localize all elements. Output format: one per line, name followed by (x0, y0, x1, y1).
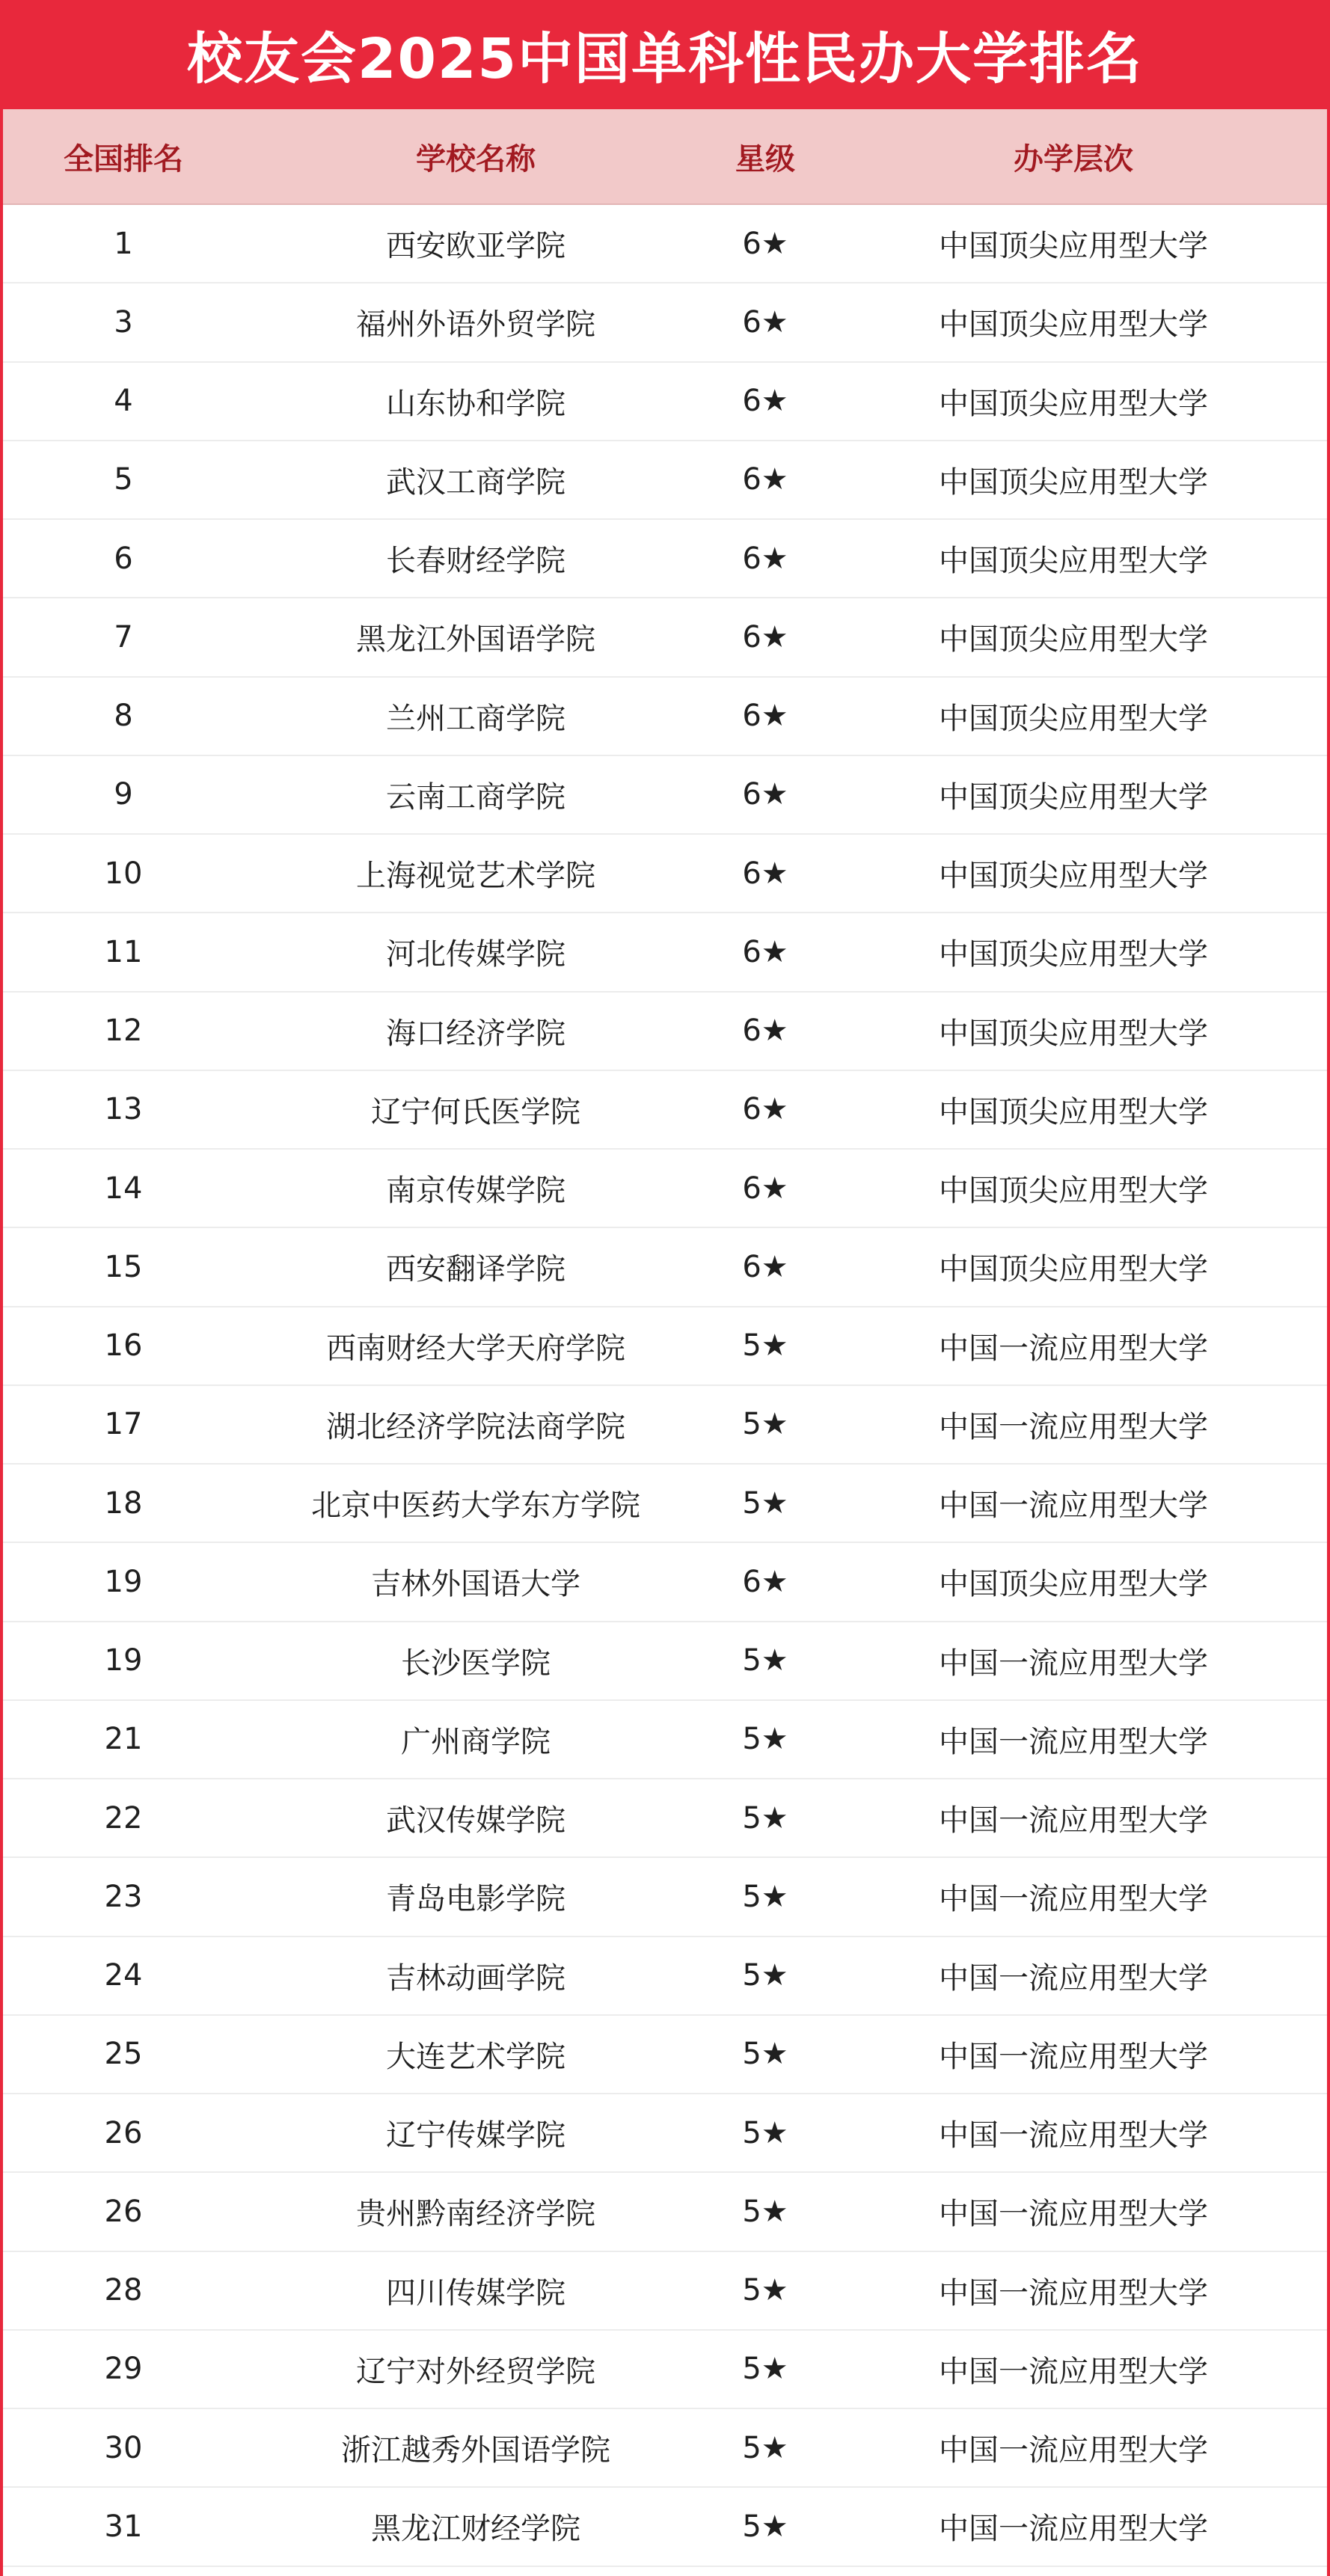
star-level-cell: 6★ (742, 1013, 788, 1049)
page-title: 校友会2025中国单科性民办大学排名 (187, 27, 1143, 91)
school-level-cell: 中国顶尖应用型大学 (939, 1252, 1208, 1287)
rank-cell: 10 (104, 856, 143, 891)
star-level-cell: 5★ (742, 1800, 788, 1836)
table-row (3, 1543, 1327, 1622)
school-name-cell: 北京中医药大学东方学院 (311, 1488, 640, 1524)
school-level-cell: 中国顶尖应用型大学 (939, 1016, 1208, 1051)
table-row (3, 205, 1327, 283)
school-level-cell: 中国一流应用型大学 (939, 1409, 1208, 1444)
table-row (3, 913, 1327, 992)
star-level-cell: 6★ (742, 699, 788, 734)
school-name-cell: 山东协和学院 (386, 386, 566, 421)
star-level-cell: 6★ (742, 619, 788, 654)
school-level-cell: 中国顶尖应用型大学 (939, 1094, 1208, 1129)
table-row (3, 1386, 1327, 1465)
star-level-cell: 5★ (742, 2115, 788, 2150)
table-row (3, 363, 1327, 441)
table-row (3, 2331, 1327, 2409)
school-level-cell: 中国顶尖应用型大学 (939, 779, 1208, 815)
star-level-cell: 5★ (742, 1879, 788, 1914)
school-name-cell: 吉林动画学院 (386, 1960, 566, 1996)
school-level-cell: 中国顶尖应用型大学 (939, 859, 1208, 894)
rank-cell: 3 (114, 304, 133, 340)
school-level-cell: 中国一流应用型大学 (939, 2118, 1208, 2153)
school-name-cell: 西南财经大学天府学院 (326, 1331, 625, 1366)
table-row (3, 993, 1327, 1071)
school-level-cell: 中国顶尖应用型大学 (939, 701, 1208, 736)
table-row (3, 283, 1327, 362)
rank-cell: 4 (114, 384, 133, 419)
school-name-cell: 辽宁传媒学院 (386, 2118, 566, 2153)
rank-cell: 24 (104, 1958, 143, 1993)
table-row (3, 1937, 1327, 2016)
star-level-cell: 6★ (742, 1092, 788, 1127)
school-name-cell: 湖北经济学院法商学院 (326, 1409, 625, 1444)
table-row (3, 2173, 1327, 2251)
school-name-cell: 黑龙江财经学院 (371, 2512, 580, 2547)
rank-cell: 14 (104, 1171, 143, 1206)
star-level-cell: 5★ (742, 1485, 788, 1521)
header-rank: 全国排名 (64, 141, 183, 177)
rank-cell: 9 (114, 777, 133, 812)
school-level-cell: 中国一流应用型大学 (939, 1882, 1208, 1917)
table-row (3, 1465, 1327, 1543)
school-name-cell: 贵州黔南经济学院 (356, 2197, 595, 2232)
table-row (3, 678, 1327, 756)
table-row (3, 598, 1327, 677)
header-school-name: 学校名称 (416, 141, 536, 177)
table-row (3, 2252, 1327, 2331)
school-level-cell: 中国顶尖应用型大学 (939, 386, 1208, 421)
rank-cell: 21 (104, 1722, 143, 1757)
school-name-cell: 福州外语外贸学院 (356, 307, 595, 343)
school-name-cell: 四川传媒学院 (386, 2275, 566, 2310)
rank-cell: 22 (104, 1800, 143, 1836)
school-name-cell: 广州商学院 (401, 1724, 551, 1759)
table-row (3, 2016, 1327, 2094)
rank-cell: 7 (114, 619, 133, 654)
rank-cell: 13 (104, 1092, 143, 1127)
rank-cell: 26 (104, 2194, 143, 2229)
rank-cell: 23 (104, 1879, 143, 1914)
table-row (3, 1701, 1327, 1779)
star-level-cell: 5★ (742, 2194, 788, 2229)
school-level-cell: 中国一流应用型大学 (939, 2354, 1208, 2389)
school-level-cell: 中国顶尖应用型大学 (939, 544, 1208, 579)
table-header (3, 109, 1327, 205)
school-level-cell: 中国顶尖应用型大学 (939, 1567, 1208, 1602)
table-row (3, 835, 1327, 913)
rank-cell: 30 (104, 2430, 143, 2465)
school-level-cell: 中国一流应用型大学 (939, 2433, 1208, 2468)
star-level-cell: 6★ (742, 777, 788, 812)
school-name-cell: 辽宁何氏医学院 (371, 1094, 580, 1129)
star-level-cell: 6★ (742, 1249, 788, 1284)
rank-cell: 18 (104, 1485, 143, 1521)
rank-cell: 19 (104, 1643, 143, 1678)
rank-cell: 17 (104, 1407, 143, 1442)
school-name-cell: 青岛电影学院 (386, 1882, 566, 1917)
star-level-cell: 6★ (742, 462, 788, 497)
star-level-cell: 5★ (742, 1643, 788, 1678)
rank-cell: 29 (104, 2352, 143, 2387)
school-name-cell: 黑龙江外国语学院 (356, 622, 595, 657)
school-level-cell: 中国一流应用型大学 (939, 2197, 1208, 2232)
school-name-cell: 武汉传媒学院 (386, 1803, 566, 1839)
school-name-cell: 大连艺术学院 (386, 2039, 566, 2074)
star-level-cell: 5★ (742, 1722, 788, 1757)
rank-cell: 19 (104, 1564, 143, 1599)
table-row (3, 1228, 1327, 1307)
school-name-cell: 西安欧亚学院 (386, 229, 566, 264)
school-name-cell: 长春财经学院 (386, 544, 566, 579)
star-level-cell: 5★ (742, 2509, 788, 2544)
table-body (3, 205, 1327, 2567)
school-level-cell: 中国顶尖应用型大学 (939, 622, 1208, 657)
school-level-cell: 中国一流应用型大学 (939, 2512, 1208, 2547)
star-level-cell: 5★ (742, 2273, 788, 2308)
school-level-cell: 中国顶尖应用型大学 (939, 307, 1208, 343)
star-level-cell: 5★ (742, 2037, 788, 2072)
school-level-cell: 中国一流应用型大学 (939, 1960, 1208, 1996)
school-name-cell: 浙江越秀外国语学院 (341, 2433, 610, 2468)
star-level-cell: 5★ (742, 1958, 788, 1993)
star-level-cell: 6★ (742, 1564, 788, 1599)
school-level-cell: 中国一流应用型大学 (939, 2275, 1208, 2310)
star-level-cell: 5★ (742, 2430, 788, 2465)
star-level-cell: 6★ (742, 1171, 788, 1206)
school-level-cell: 中国顶尖应用型大学 (939, 1174, 1208, 1209)
rank-cell: 8 (114, 699, 133, 734)
header-star-level: 星级 (735, 141, 795, 177)
star-level-cell: 6★ (742, 226, 788, 261)
table-row (3, 2488, 1327, 2566)
school-name-cell: 西安翻译学院 (386, 1252, 566, 1287)
school-name-cell: 辽宁对外经贸学院 (356, 2354, 595, 2389)
school-name-cell: 吉林外国语大学 (371, 1567, 580, 1602)
school-name-cell: 南京传媒学院 (386, 1174, 566, 1209)
school-level-cell: 中国顶尖应用型大学 (939, 464, 1208, 500)
table-row (3, 2409, 1327, 2488)
star-level-cell: 6★ (742, 541, 788, 576)
star-level-cell: 6★ (742, 384, 788, 419)
star-level-cell: 5★ (742, 2352, 788, 2387)
table-row (3, 2094, 1327, 2173)
rank-cell: 15 (104, 1249, 143, 1284)
rank-cell: 25 (104, 2037, 143, 2072)
school-level-cell: 中国顶尖应用型大学 (939, 229, 1208, 264)
school-name-cell: 长沙医学院 (401, 1646, 551, 1681)
rank-cell: 5 (114, 462, 133, 497)
table-row (3, 520, 1327, 598)
table-row (3, 1307, 1327, 1386)
school-level-cell: 中国一流应用型大学 (939, 1724, 1208, 1759)
school-name-cell: 兰州工商学院 (386, 701, 566, 736)
school-level-cell: 中国一流应用型大学 (939, 1803, 1208, 1839)
school-level-cell: 中国一流应用型大学 (939, 1646, 1208, 1681)
rank-cell: 12 (104, 1013, 143, 1049)
table-row (3, 1858, 1327, 1936)
school-level-cell: 中国顶尖应用型大学 (939, 937, 1208, 972)
school-name-cell: 河北传媒学院 (386, 937, 566, 972)
star-level-cell: 5★ (742, 1407, 788, 1442)
table-row (3, 1622, 1327, 1701)
table-row (3, 1150, 1327, 1228)
school-name-cell: 武汉工商学院 (386, 464, 566, 500)
star-level-cell: 6★ (742, 934, 788, 969)
star-level-cell: 6★ (742, 304, 788, 340)
star-level-cell: 6★ (742, 856, 788, 891)
school-level-cell: 中国一流应用型大学 (939, 1331, 1208, 1366)
table-row (3, 756, 1327, 835)
rank-cell: 1 (114, 226, 133, 261)
rank-cell: 11 (104, 934, 143, 969)
school-level-cell: 中国一流应用型大学 (939, 2039, 1208, 2074)
rank-cell: 6 (114, 541, 133, 576)
rank-cell: 31 (104, 2509, 143, 2544)
table-row (3, 1071, 1327, 1150)
school-level-cell: 中国一流应用型大学 (939, 1488, 1208, 1524)
table-row (3, 441, 1327, 520)
rank-cell: 26 (104, 2115, 143, 2150)
school-name-cell: 上海视觉艺术学院 (356, 859, 595, 894)
header-school-level: 办学层次 (1014, 141, 1133, 177)
school-name-cell: 云南工商学院 (386, 779, 566, 815)
star-level-cell: 5★ (742, 1328, 788, 1364)
school-name-cell: 海口经济学院 (386, 1016, 566, 1051)
table-row (3, 1779, 1327, 1858)
rank-cell: 28 (104, 2273, 143, 2308)
rank-cell: 16 (104, 1328, 143, 1364)
title-bar (3, 0, 1327, 109)
